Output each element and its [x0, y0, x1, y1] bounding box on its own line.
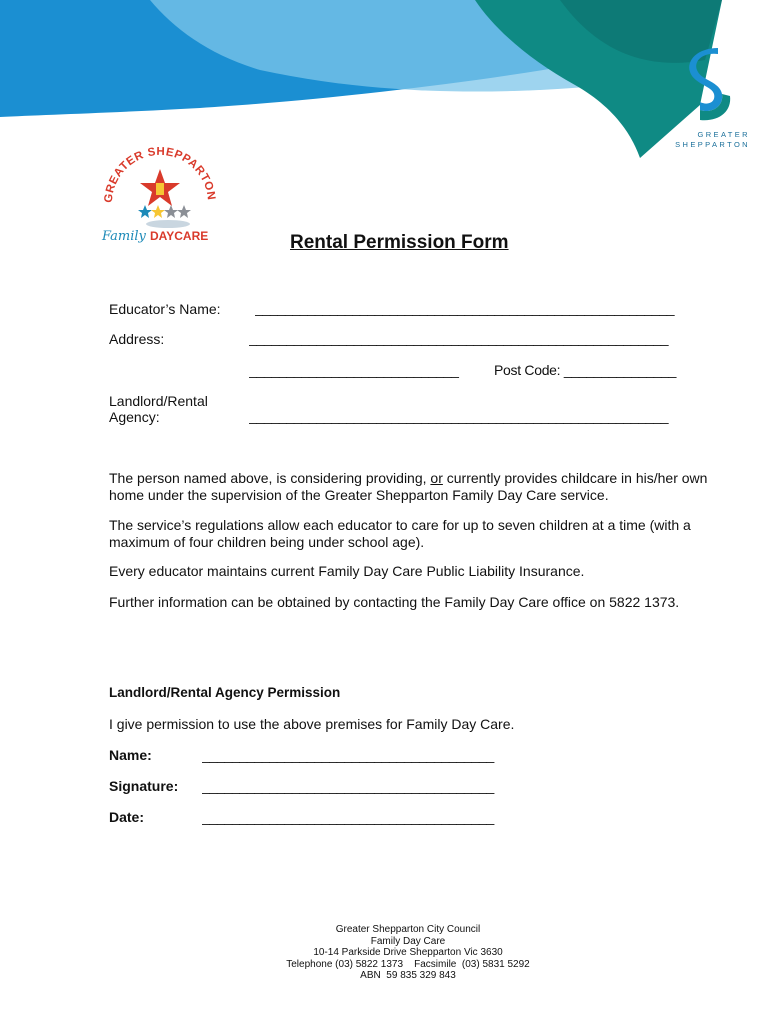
paragraph-contact: Further information can be obtained by contacting the Family Day Care office on 5822 1373. [109, 594, 680, 610]
address-field-line1[interactable]: ________________________________________________________ [249, 330, 669, 346]
footer-line-service: Family Day Care [370, 935, 446, 947]
fdc-arc-text: GREATER SHEPPARTON [102, 145, 218, 204]
signature-field[interactable]: _______________________________________ [202, 778, 494, 794]
name-field[interactable]: _______________________________________ [202, 747, 494, 763]
council-logo [660, 48, 750, 153]
footer-line-address: 10-14 Parkside Drive Shepparton Vic 3630 [313, 947, 503, 958]
fdc-brand-daycare: DAYCARE [150, 229, 209, 243]
fdc-emblem-icon [100, 145, 220, 235]
name-label: Name: [109, 747, 152, 763]
landlord-label-line1: Landlord/Rental [109, 393, 208, 409]
address-label: Address: [109, 331, 165, 347]
footer-address-block [0, 924, 770, 982]
permission-heading: Landlord/Rental Agency Permission [109, 685, 341, 700]
landlord-agency-field[interactable]: ________________________________________________________ [249, 408, 669, 424]
footer-line-council: Greater Shepparton City Council [335, 924, 481, 935]
address-field-line2[interactable]: ____________________________ [249, 362, 459, 378]
p1-or-underlined: or [430, 470, 443, 486]
header-swoosh-art [0, 0, 770, 160]
form-title: Rental Permission Form [290, 232, 509, 253]
council-wordmark-line1: GREATER [697, 130, 750, 139]
landlord-agency-label [109, 393, 208, 425]
footer-line-abn: ABN 59 835 329 843 [360, 970, 456, 981]
p1-text-after: currently provides childcare in his/her own home under the supervision of the Greater Shepparton Family Day Care service. [109, 470, 708, 503]
council-s-icon [660, 48, 750, 128]
signature-label: Signature: [109, 778, 179, 794]
paragraph-supervision [109, 470, 709, 504]
date-label: Date: [109, 809, 145, 825]
educator-name-label: Educator’s Name: [109, 301, 221, 317]
landlord-label-line2: Agency: [109, 409, 160, 425]
permission-statement: I give permission to use the above premises for Family Day Care. [109, 716, 515, 732]
paragraph-insurance: Every educator maintains current Family Day Care Public Liability Insurance. [109, 563, 585, 579]
p1-text-before: The person named above, is considering providing, [109, 470, 431, 486]
paragraph-regulations: The service’s regulations allow each educator to care for up to seven children at a time (with a maximum of four children being under school age). [109, 517, 691, 550]
postcode-field[interactable]: Post Code: _______________ [494, 362, 677, 378]
date-field[interactable]: _______________________________________ [202, 809, 494, 825]
council-wordmark-line2: SHEPPARTON [675, 140, 750, 149]
footer-line-phone: Telephone (03) 5822 1373 Facsimile (03) 5831 5292 [286, 958, 530, 970]
family-day-care-logo [100, 145, 220, 260]
fdc-brand-family: Family [102, 229, 146, 244]
educator-name-field[interactable]: ________________________________________________________ [255, 300, 675, 316]
